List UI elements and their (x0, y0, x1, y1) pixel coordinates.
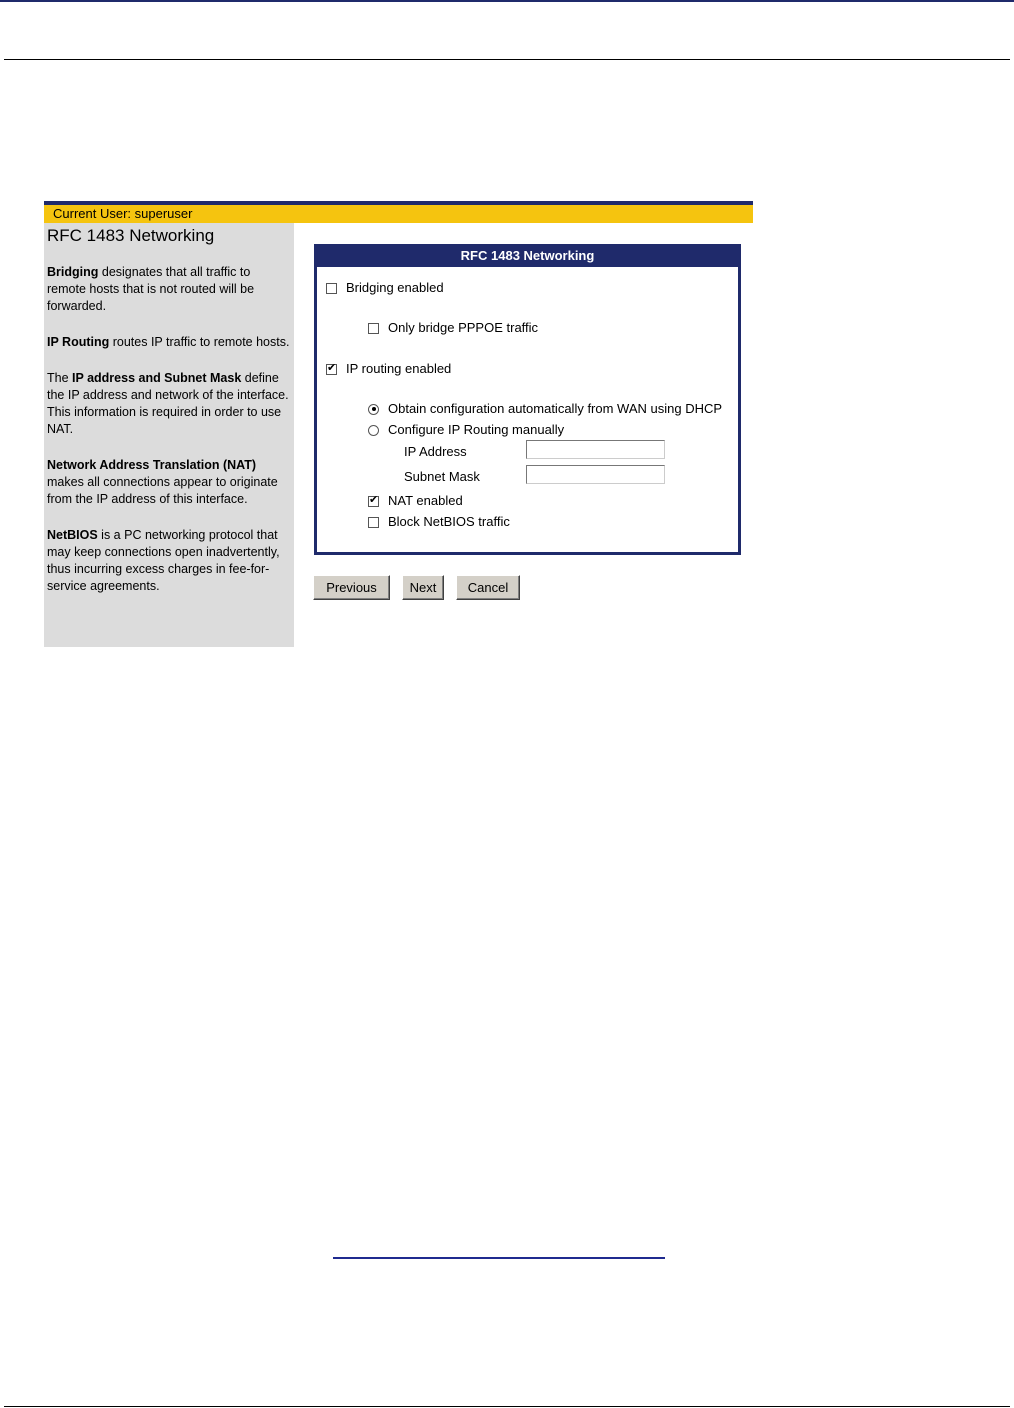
help-ip-address-subnet: The IP address and Subnet Mask define the IP address and network of the interface. This information is required in order to use NAT. (47, 371, 289, 436)
manual-option-label: Configure IP Routing manually (388, 422, 565, 437)
bottom-rule (4, 1406, 1010, 1407)
ip-address-input[interactable] (526, 440, 665, 459)
header-rule (4, 59, 1010, 60)
previous-button[interactable]: Previous (313, 575, 390, 600)
only-bridge-pppoe-checkbox[interactable] (368, 323, 379, 334)
bridging-enabled-checkbox[interactable] (326, 283, 337, 294)
ip-routing-enabled-row[interactable] (326, 361, 451, 377)
nat-enabled-label: NAT enabled (388, 493, 463, 508)
block-netbios-label: Block NetBIOS traffic (388, 514, 510, 529)
block-netbios-checkbox[interactable] (368, 517, 379, 528)
cancel-button[interactable]: Cancel (456, 575, 520, 600)
bridging-enabled-row[interactable] (326, 280, 444, 296)
top-rule (0, 0, 1014, 2)
dhcp-option-row[interactable] (368, 401, 722, 417)
next-button[interactable]: Next (402, 575, 444, 600)
help-nat: Network Address Translation (NAT) makes all connections appear to originate from the IP address of this interface. (47, 458, 278, 506)
help-ip-routing: IP Routing routes IP traffic to remote hosts. (47, 335, 290, 349)
help-bridging: Bridging designates that all traffic to remote hosts that is not routed will be forwarded. (47, 265, 255, 313)
help-sidebar (44, 223, 294, 647)
ip-routing-enabled-label: IP routing enabled (346, 361, 452, 376)
panel-title: RFC 1483 Networking (317, 247, 738, 267)
subnet-mask-input[interactable] (526, 465, 665, 484)
manual-option-row[interactable] (368, 422, 564, 438)
help-netbios: NetBIOS is a PC networking protocol that may keep connections open inadvertently, thus incurring excess charges in fee-for-service agreements. (47, 528, 280, 593)
link-underline (333, 1257, 665, 1259)
subnet-mask-label: Subnet Mask (404, 469, 480, 484)
router-config-screenshot (44, 201, 753, 647)
block-netbios-row[interactable] (368, 514, 510, 530)
manual-radio[interactable] (368, 425, 379, 436)
bridging-enabled-label: Bridging enabled (346, 280, 444, 295)
only-bridge-pppoe-label: Only bridge PPPOE traffic (388, 320, 539, 335)
nat-enabled-row[interactable] (368, 493, 463, 509)
current-user-bar: Current User: superuser (44, 205, 753, 223)
only-bridge-pppoe-row[interactable] (368, 320, 538, 336)
nat-enabled-checkbox[interactable] (368, 496, 379, 507)
rfc1483-panel (314, 244, 741, 555)
ip-routing-enabled-checkbox[interactable] (326, 364, 337, 375)
dhcp-option-label: Obtain configuration automatically from WAN using DHCP (388, 401, 723, 416)
dhcp-radio[interactable] (368, 404, 379, 415)
ip-address-label: IP Address (404, 444, 467, 459)
help-heading: RFC 1483 Networking (47, 226, 215, 245)
